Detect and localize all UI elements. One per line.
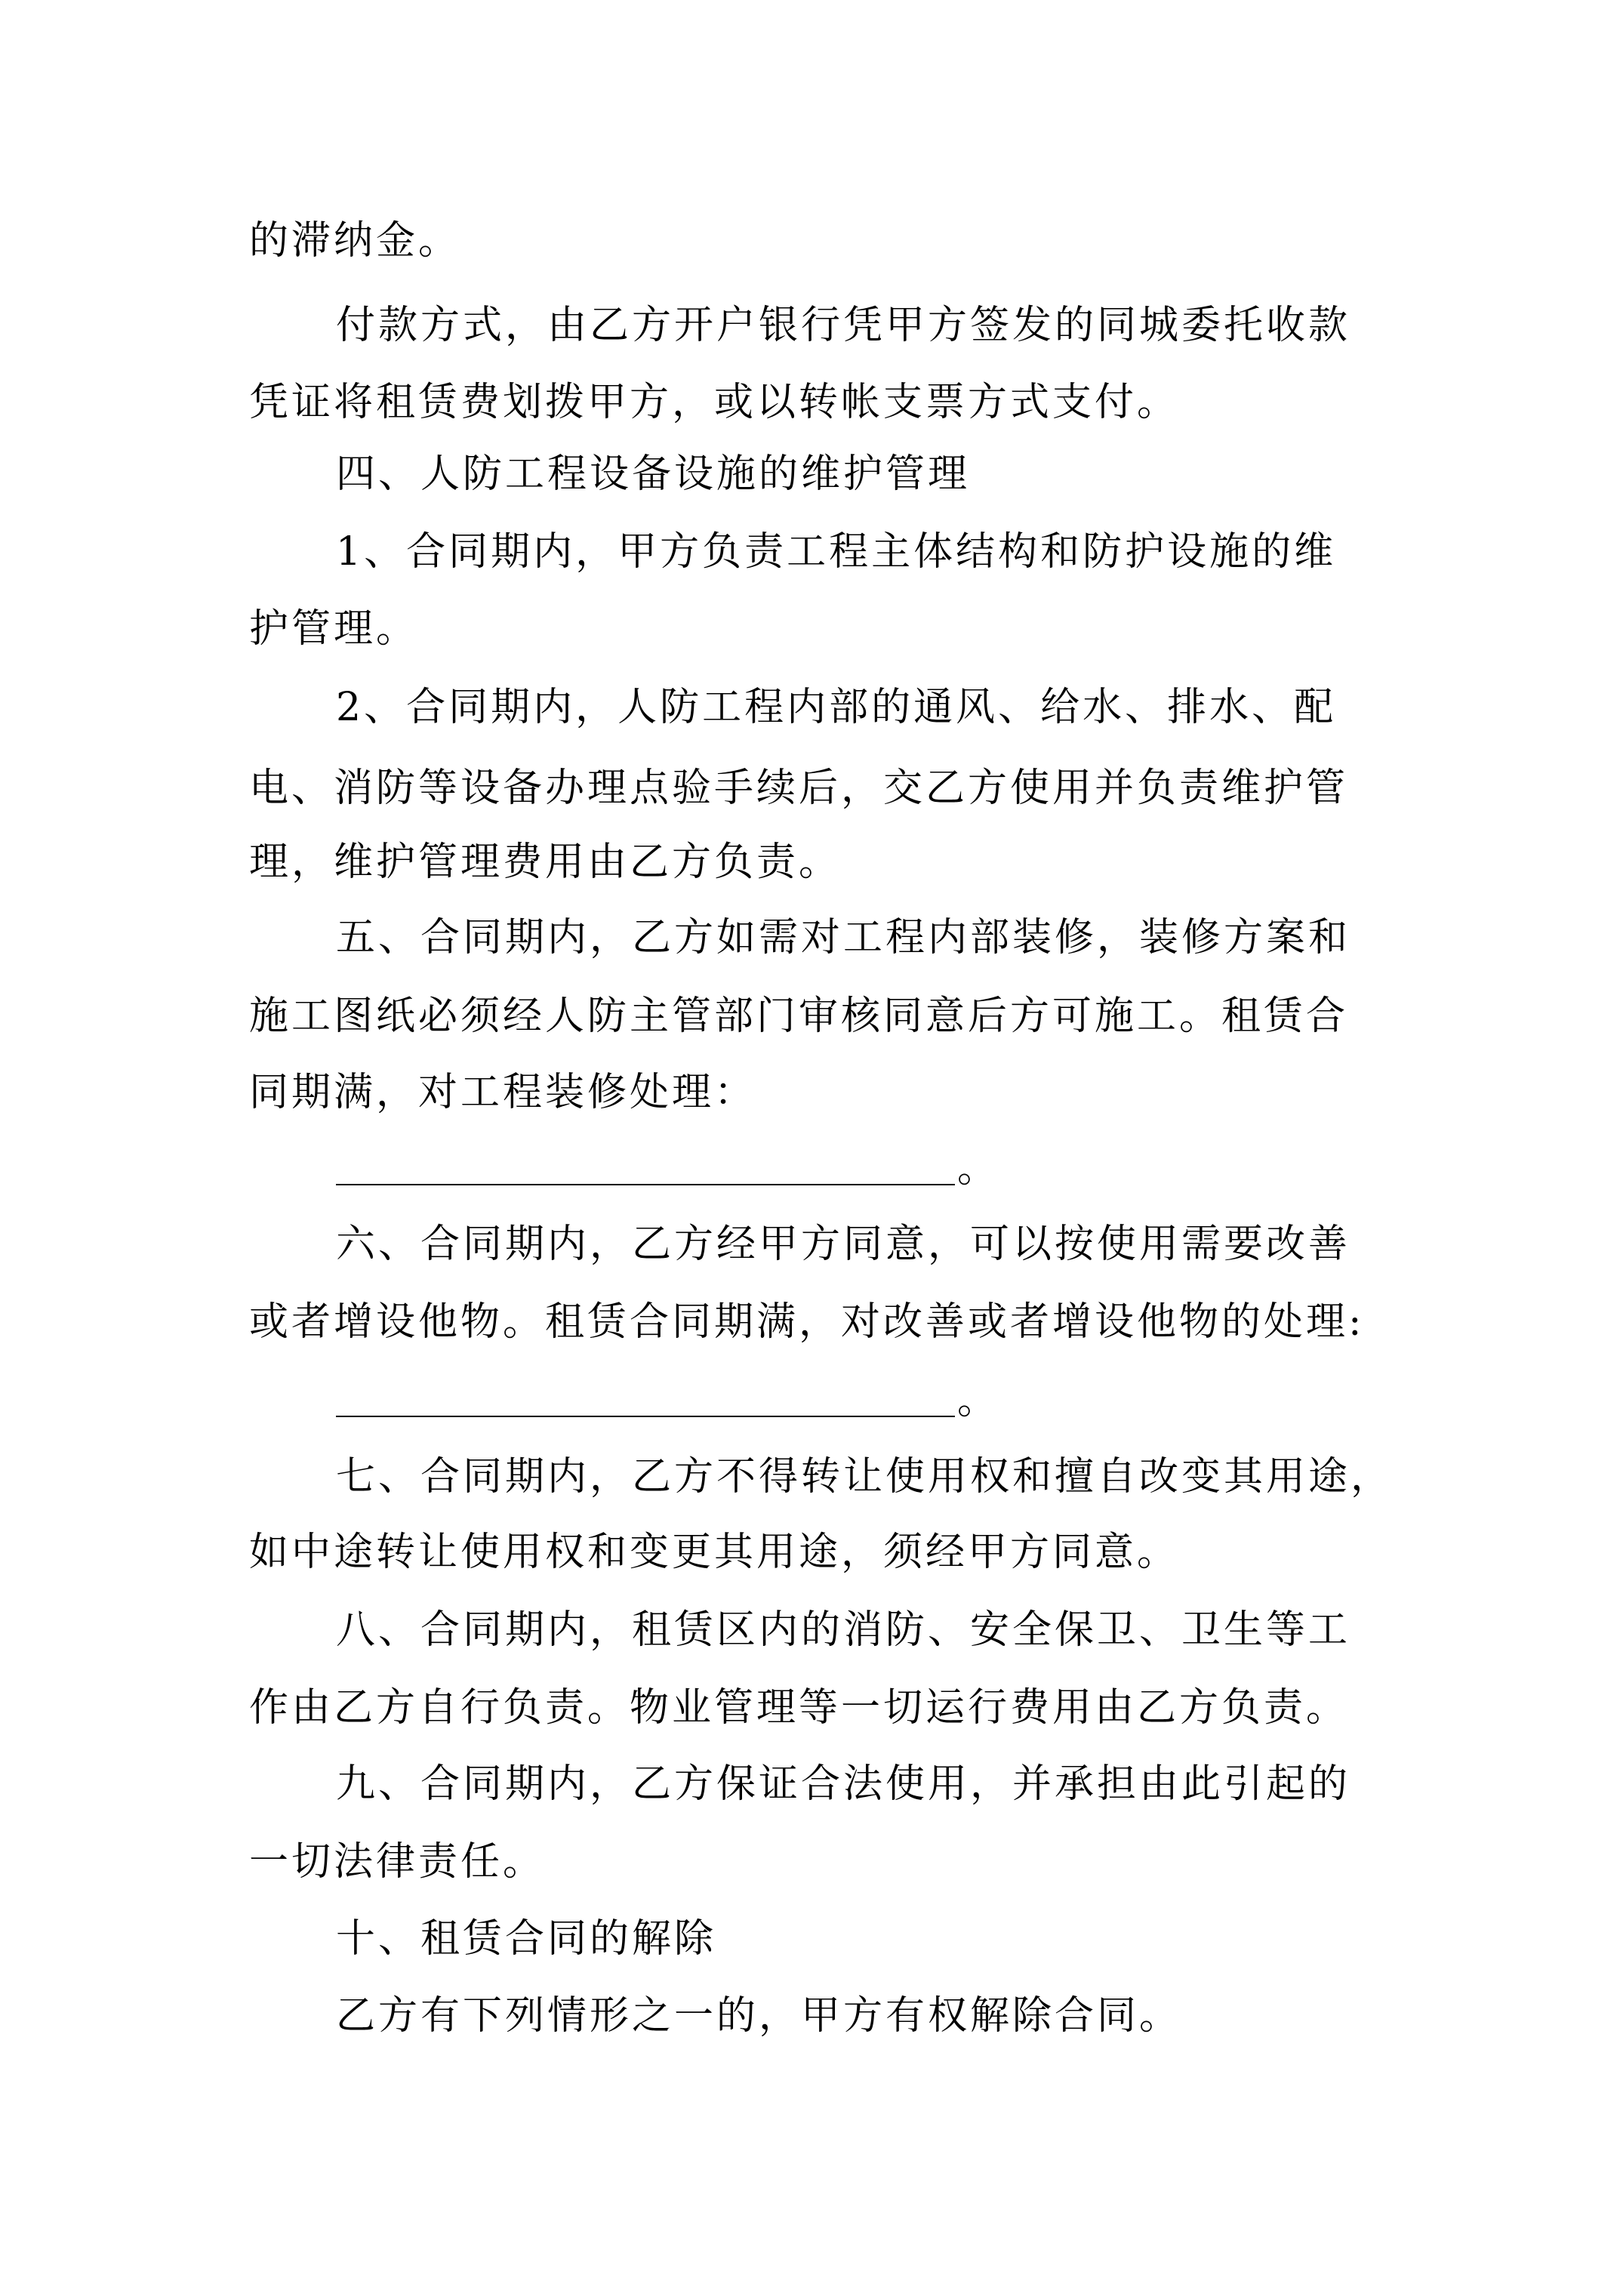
text-line: 或者增设他物。租赁合同期满，对改善或者增设他物的处理: bbox=[249, 1299, 1365, 1345]
text-line: 九、合同期内，乙方保证合法使用，并承担由此引起的 bbox=[336, 1761, 1351, 1807]
text-line: 付款方式，由乙方开户银行凭甲方签发的同城委托收款 bbox=[336, 303, 1351, 348]
text-line: 一切法律责任。 bbox=[249, 1839, 546, 1885]
text-line: 五、合同期内，乙方如需对工程内部装修，装修方案和 bbox=[336, 915, 1351, 960]
text-line: 护管理。 bbox=[249, 606, 419, 652]
blank-terminator: 。 bbox=[957, 1378, 997, 1423]
text-line: 理，维护管理费用由乙方负责。 bbox=[249, 840, 842, 885]
text-line: 八、合同期内，租赁区内的消防、安全保卫、卫生等工 bbox=[336, 1607, 1351, 1653]
text-line: 电、消防等设备办理点验手续后，交乙方使用并负责维护管 bbox=[249, 766, 1349, 811]
text-line: 作由乙方自行负责。物业管理等一切运行费用由乙方负责。 bbox=[249, 1685, 1349, 1730]
text-line: 1、合同期内，甲方负责工程主体结构和防护设施的维 bbox=[336, 529, 1337, 575]
text-line: 七、合同期内，乙方不得转让使用权和擅自改变其用途， bbox=[336, 1454, 1394, 1499]
text-line: 的滞纳金。 bbox=[249, 218, 461, 264]
blank-terminator: 。 bbox=[957, 1146, 997, 1191]
section-heading: 四、人防工程设备设施的维护管理 bbox=[336, 451, 971, 497]
section-heading: 十、租赁合同的解除 bbox=[336, 1916, 717, 1962]
fill-in-blank bbox=[336, 1416, 955, 1417]
text-line: 施工图纸必须经人防主管部门审核同意后方可施工。租赁合 bbox=[249, 994, 1349, 1039]
text-line: 凭证将租赁费划拨甲方，或以转帐支票方式支付。 bbox=[249, 380, 1180, 425]
text-line: 乙方有下列情形之一的，甲方有权解除合同。 bbox=[336, 1993, 1182, 2039]
text-line: 如中途转让使用权和变更其用途，须经甲方同意。 bbox=[249, 1530, 1180, 1575]
text-line: 2、合同期内，人防工程内部的通风、给水、排水、配 bbox=[336, 685, 1337, 730]
fill-in-blank bbox=[336, 1184, 955, 1185]
text-line: 同期满，对工程装修处理： bbox=[249, 1070, 757, 1115]
text-line: 六、合同期内，乙方经甲方同意，可以按使用需要改善 bbox=[336, 1222, 1351, 1267]
